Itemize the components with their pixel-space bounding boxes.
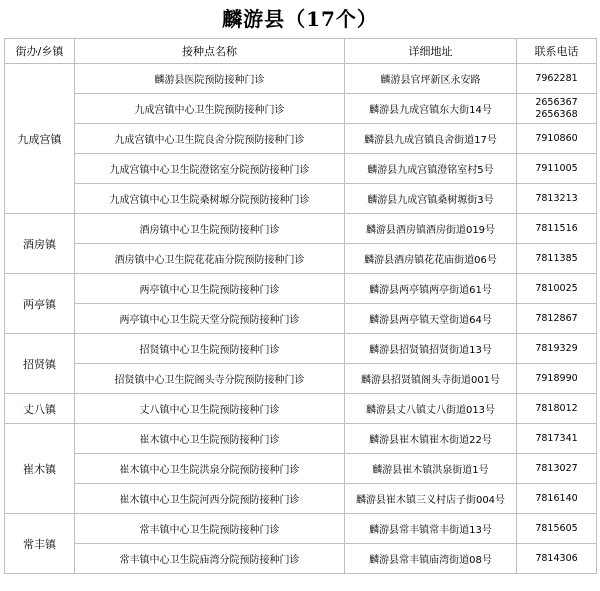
phone-cell <box>517 334 597 364</box>
table-row <box>5 364 597 394</box>
column-header-site: 接种点名称 <box>75 39 345 64</box>
site-name-cell: 丈八镇中心卫生院预防接种门诊 <box>75 394 345 424</box>
phone-cell <box>517 544 597 574</box>
site-name-cell: 九成宫镇中心卫生院澄铭室分院预防接种门诊 <box>75 154 345 184</box>
table-row <box>5 454 597 484</box>
address-cell: 麟游县两亭镇天堂街道64号 <box>345 304 517 334</box>
phone-number: 7811385 <box>535 252 578 264</box>
site-name-cell: 招贤镇中心卫生院预防接种门诊 <box>75 334 345 364</box>
phone-cell <box>517 184 597 214</box>
phone-cell <box>517 394 597 424</box>
site-name-cell: 常丰镇中心卫生院预防接种门诊 <box>75 514 345 544</box>
site-name-cell: 麟游县医院预防接种门诊 <box>75 64 345 94</box>
phone-cell <box>517 214 597 244</box>
table-row <box>5 484 597 514</box>
site-name-cell: 两亭镇中心卫生院天堂分院预防接种门诊 <box>75 304 345 334</box>
address-cell: 麟游县招贤镇招贤街道13号 <box>345 334 517 364</box>
phone-cell <box>517 124 597 154</box>
address-cell: 麟游县崔木镇洪泉街道1号 <box>345 454 517 484</box>
address-cell: 麟游县崔木镇三义村店子街004号 <box>345 484 517 514</box>
address-cell: 麟游县酒房镇花花庙街道06号 <box>345 244 517 274</box>
table-row <box>5 184 597 214</box>
address-cell: 麟游县九成宫镇东大街14号 <box>345 94 517 124</box>
phone-number: 7816140 <box>535 492 578 504</box>
site-name-cell: 崔木镇中心卫生院河西分院预防接种门诊 <box>75 484 345 514</box>
address-cell: 麟游县九成宫镇桑树塬街3号 <box>345 184 517 214</box>
table-row <box>5 64 597 94</box>
phone-cell <box>517 64 597 94</box>
table-row <box>5 214 597 244</box>
phone-number: 7812867 <box>535 312 578 324</box>
site-name-cell: 九成宫镇中心卫生院桑树塬分院预防接种门诊 <box>75 184 345 214</box>
table-row <box>5 514 597 544</box>
town-cell: 招贤镇 <box>5 334 75 394</box>
phone-number: 7813027 <box>535 462 578 474</box>
table-row <box>5 394 597 424</box>
table-row <box>5 304 597 334</box>
phone-cell <box>517 514 597 544</box>
phone-number: 7918990 <box>535 372 578 384</box>
table-row <box>5 424 597 454</box>
phone-number: 7911005 <box>535 162 578 174</box>
site-name-cell: 九成宫镇中心卫生院预防接种门诊 <box>75 94 345 124</box>
phone-number: 7814306 <box>535 552 578 564</box>
table-row <box>5 544 597 574</box>
address-cell: 麟游县崔木镇崔木街道22号 <box>345 424 517 454</box>
site-name-cell: 两亭镇中心卫生院预防接种门诊 <box>75 274 345 304</box>
phone-number: 7811516 <box>535 222 578 234</box>
page-title: 麟游县（17个） <box>222 7 378 31</box>
address-cell: 麟游县酒房镇酒房街道019号 <box>345 214 517 244</box>
address-cell: 麟游县常丰镇常丰街道13号 <box>345 514 517 544</box>
town-cell: 崔木镇 <box>5 424 75 514</box>
site-name-cell: 酒房镇中心卫生院预防接种门诊 <box>75 214 345 244</box>
phone-cell <box>517 304 597 334</box>
site-name-cell: 招贤镇中心卫生院阁头寺分院预防接种门诊 <box>75 364 345 394</box>
address-cell: 麟游县九成宫镇良舍街道17号 <box>345 124 517 154</box>
column-header-address: 详细地址 <box>345 39 517 64</box>
phone-number: 7962281 <box>535 72 578 84</box>
site-name-cell: 九成宫镇中心卫生院良舍分院预防接种门诊 <box>75 124 345 154</box>
phone-cell <box>517 244 597 274</box>
phone-number: 7810025 <box>535 282 578 294</box>
address-cell: 麟游县九成宫镇澄铭室村5号 <box>345 154 517 184</box>
vaccination-sites-table <box>4 38 597 574</box>
table-row <box>5 334 597 364</box>
phone-number: 7819329 <box>535 342 578 354</box>
address-cell: 麟游县官坪新区永安路 <box>345 64 517 94</box>
phone-number: 7910860 <box>535 132 578 144</box>
phone-cell <box>517 484 597 514</box>
header-row <box>5 39 597 64</box>
town-cell: 酒房镇 <box>5 214 75 274</box>
town-cell: 丈八镇 <box>5 394 75 424</box>
site-name-cell: 酒房镇中心卫生院花花庙分院预防接种门诊 <box>75 244 345 274</box>
table-row <box>5 274 597 304</box>
table-row <box>5 94 597 124</box>
town-cell: 九成宫镇 <box>5 64 75 214</box>
phone-number: 2656368 <box>535 108 578 120</box>
phone-number: 7817341 <box>535 432 578 444</box>
column-header-town: 街办/乡镇 <box>5 39 75 64</box>
address-cell: 麟游县招贤镇阁头寺街道001号 <box>345 364 517 394</box>
phone-cell <box>517 364 597 394</box>
table-row <box>5 124 597 154</box>
column-header-phone: 联系电话 <box>517 39 597 64</box>
site-name-cell: 常丰镇中心卫生院庙湾分院预防接种门诊 <box>75 544 345 574</box>
phone-cell <box>517 154 597 184</box>
phone-number: 7818012 <box>535 402 578 414</box>
phone-number: 2656367 <box>535 96 578 108</box>
phone-cell <box>517 94 597 124</box>
phone-cell <box>517 454 597 484</box>
phone-number: 7813213 <box>535 192 578 204</box>
phone-cell <box>517 274 597 304</box>
table-row <box>5 154 597 184</box>
town-cell: 两亭镇 <box>5 274 75 334</box>
table-row <box>5 244 597 274</box>
town-cell: 常丰镇 <box>5 514 75 574</box>
address-cell: 麟游县常丰镇庙湾街道08号 <box>345 544 517 574</box>
phone-number: 7815605 <box>535 522 578 534</box>
site-name-cell: 崔木镇中心卫生院预防接种门诊 <box>75 424 345 454</box>
phone-cell <box>517 424 597 454</box>
address-cell: 麟游县丈八镇丈八街道013号 <box>345 394 517 424</box>
address-cell: 麟游县两亭镇两亭街道61号 <box>345 274 517 304</box>
site-name-cell: 崔木镇中心卫生院洪泉分院预防接种门诊 <box>75 454 345 484</box>
table-body <box>5 64 597 574</box>
